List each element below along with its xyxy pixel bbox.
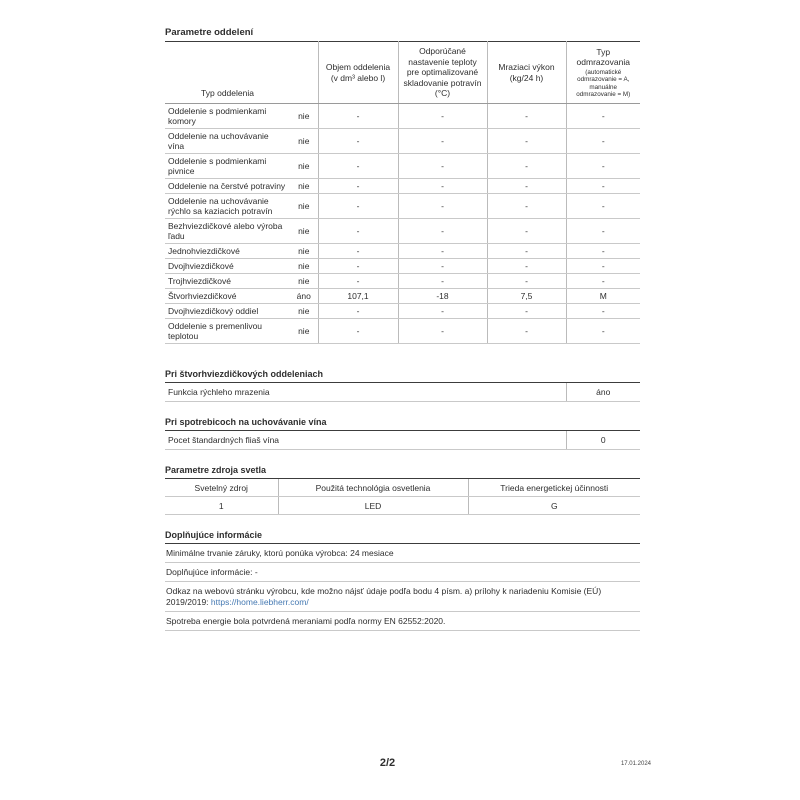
- light-source-table: [165, 479, 640, 515]
- warranty-row: Minimálne trvanie záruky, ktorú ponúka výrobca: 24 mesiace: [165, 544, 640, 563]
- compartment-label: Trojhviezdičkové: [165, 274, 290, 289]
- compartment-volume: -: [318, 274, 398, 289]
- table-row: [165, 304, 640, 319]
- compartment-present: nie: [290, 129, 318, 154]
- compartment-label: Jednohviezdičkové: [165, 244, 290, 259]
- compartment-label: Štvorhviezdičkové: [165, 289, 290, 304]
- compartment-temp: -: [398, 179, 487, 194]
- col-header-volume: Objem oddelenia (v dm³ alebo l): [318, 42, 398, 104]
- compartment-label: Oddelenie na čerstvé potraviny: [165, 179, 290, 194]
- page-number: 2/2: [379, 757, 396, 769]
- section-title-four-star: Pri štvorhviezdičkových oddeleniach: [165, 369, 640, 383]
- compartment-label: Oddelenie s podmienkami komory: [165, 104, 290, 129]
- table-row: [165, 431, 640, 450]
- website-row-text: Odkaz na webovú stránku výrobcu, kde možno nájsť údaje podľa bodu 4 písm. a) prílohy k nariadeniu Komisie (EÚ) 2019/2019:: [166, 586, 602, 607]
- table-row: [165, 154, 640, 179]
- compartment-label: Dvojhviezdičkové: [165, 259, 290, 274]
- compartment-label: Oddelenie na uchovávanie rýchlo sa kaziacich potravín: [165, 194, 290, 219]
- compartment-label: Oddelenie s premenlivou teplotou: [165, 319, 290, 344]
- compartment-volume: -: [318, 129, 398, 154]
- compartment-temp: -: [398, 154, 487, 179]
- compartment-defrost: -: [566, 274, 640, 289]
- compartment-temp: -: [398, 244, 487, 259]
- wine-bottles-label: Pocet štandardných fliaš vína: [165, 431, 566, 450]
- extra-info-row: Doplňujúce informácie: -: [165, 563, 640, 582]
- compartment-temp: -: [398, 104, 487, 129]
- light-source-header: Svetelný zdroj: [165, 479, 278, 497]
- compartments-table: [165, 41, 640, 344]
- compartment-present: nie: [290, 219, 318, 244]
- table-row: [165, 104, 640, 129]
- compartment-capacity: -: [487, 304, 566, 319]
- compartment-present: áno: [290, 289, 318, 304]
- col-header-present: [290, 42, 318, 104]
- light-efficiency-value: G: [468, 497, 640, 515]
- compartment-volume: -: [318, 219, 398, 244]
- compartment-temp: -: [398, 194, 487, 219]
- col-header-temperature: Odporúčané nastavenie teploty pre optimalizované skladovanie potravín (°C): [398, 42, 487, 104]
- fast-freeze-value: áno: [566, 383, 640, 402]
- compartment-defrost: -: [566, 319, 640, 344]
- light-efficiency-header: Trieda energetickej účinnosti: [468, 479, 640, 497]
- wine-section: [165, 417, 640, 450]
- document-page: [165, 27, 640, 631]
- compartment-present: nie: [290, 179, 318, 194]
- compartment-present: nie: [290, 154, 318, 179]
- compartment-volume: -: [318, 304, 398, 319]
- light-value-row: [165, 497, 640, 515]
- light-section: [165, 465, 640, 515]
- compartments-header-row: [165, 42, 640, 104]
- table-row: [165, 219, 640, 244]
- fast-freeze-label: Funkcia rýchleho mrazenia: [165, 383, 566, 402]
- compartment-capacity: -: [487, 319, 566, 344]
- compartment-volume: -: [318, 194, 398, 219]
- compartment-temp: -: [398, 319, 487, 344]
- section-title-wine: Pri spotrebicoch na uchovávanie vína: [165, 417, 640, 431]
- compartment-defrost: -: [566, 194, 640, 219]
- compartment-defrost: M: [566, 289, 640, 304]
- compartment-defrost: -: [566, 104, 640, 129]
- four-star-table: [165, 383, 640, 402]
- table-row: [165, 129, 640, 154]
- compartment-defrost: -: [566, 179, 640, 194]
- compartment-defrost: -: [566, 219, 640, 244]
- compartment-present: nie: [290, 259, 318, 274]
- light-technology-value: LED: [278, 497, 468, 515]
- compartment-present: nie: [290, 104, 318, 129]
- compartment-volume: -: [318, 244, 398, 259]
- energy-note-row: Spotreba energie bola potvrdená meraniami podľa normy EN 62552:2020.: [165, 612, 640, 631]
- table-row: [165, 259, 640, 274]
- compartment-capacity: -: [487, 154, 566, 179]
- compartment-volume: -: [318, 154, 398, 179]
- light-source-value: 1: [165, 497, 278, 515]
- compartment-temp: -18: [398, 289, 487, 304]
- col-header-type: Typ oddelenia: [165, 42, 290, 104]
- compartment-capacity: -: [487, 244, 566, 259]
- compartment-temp: -: [398, 219, 487, 244]
- compartment-present: nie: [290, 244, 318, 259]
- compartment-volume: 107,1: [318, 289, 398, 304]
- col-header-freezing-capacity: Mraziaci výkon (kg/24 h): [487, 42, 566, 104]
- table-row: [165, 244, 640, 259]
- compartment-label: Bezhviezdičkové alebo výroba ľadu: [165, 219, 290, 244]
- compartment-volume: -: [318, 319, 398, 344]
- compartment-capacity: -: [487, 104, 566, 129]
- compartment-defrost: -: [566, 259, 640, 274]
- table-row: [165, 194, 640, 219]
- compartment-capacity: 7,5: [487, 289, 566, 304]
- compartment-capacity: -: [487, 259, 566, 274]
- compartment-temp: -: [398, 129, 487, 154]
- compartment-capacity: -: [487, 179, 566, 194]
- table-row: [165, 383, 640, 402]
- table-row: [165, 289, 640, 304]
- compartment-label: Dvojhviezdičkový oddiel: [165, 304, 290, 319]
- wine-bottles-value: 0: [566, 431, 640, 450]
- manufacturer-website-link[interactable]: https://home.liebherr.com/: [210, 597, 309, 607]
- col-header-defrost-type: [566, 42, 640, 104]
- compartment-defrost: -: [566, 304, 640, 319]
- compartment-present: nie: [290, 319, 318, 344]
- compartment-label: Oddelenie s podmienkami pivnice: [165, 154, 290, 179]
- section-title-light: Parametre zdroja svetla: [165, 465, 640, 479]
- compartment-volume: -: [318, 179, 398, 194]
- compartment-temp: -: [398, 259, 487, 274]
- light-technology-header: Použitá technológia osvetlenia: [278, 479, 468, 497]
- compartment-volume: -: [318, 104, 398, 129]
- table-row: [165, 319, 640, 344]
- compartment-label: Oddelenie na uchovávanie vína: [165, 129, 290, 154]
- four-star-section: [165, 369, 640, 402]
- compartment-capacity: -: [487, 129, 566, 154]
- compartment-present: nie: [290, 304, 318, 319]
- light-header-row: [165, 479, 640, 497]
- document-date: 17.01.2024: [620, 761, 651, 767]
- compartment-volume: -: [318, 259, 398, 274]
- table-row: [165, 179, 640, 194]
- compartment-defrost: -: [566, 244, 640, 259]
- compartment-capacity: -: [487, 194, 566, 219]
- compartment-capacity: -: [487, 274, 566, 289]
- additional-info-section: [165, 530, 640, 631]
- compartment-present: nie: [290, 194, 318, 219]
- compartment-present: nie: [290, 274, 318, 289]
- wine-table: [165, 431, 640, 450]
- defrost-header-note: (automatické odmrazovanie = A, manuálne odmrazovanie = M): [576, 68, 631, 98]
- compartment-temp: -: [398, 304, 487, 319]
- compartment-defrost: -: [566, 129, 640, 154]
- compartment-temp: -: [398, 274, 487, 289]
- page-title: Parametre oddelení: [165, 27, 254, 38]
- compartment-capacity: -: [487, 219, 566, 244]
- compartment-defrost: -: [566, 154, 640, 179]
- website-row: [165, 582, 640, 612]
- section-title-additional-info: Doplňujúce informácie: [165, 530, 640, 544]
- defrost-header-title: Typ odmrazovania: [576, 46, 630, 67]
- table-row: [165, 274, 640, 289]
